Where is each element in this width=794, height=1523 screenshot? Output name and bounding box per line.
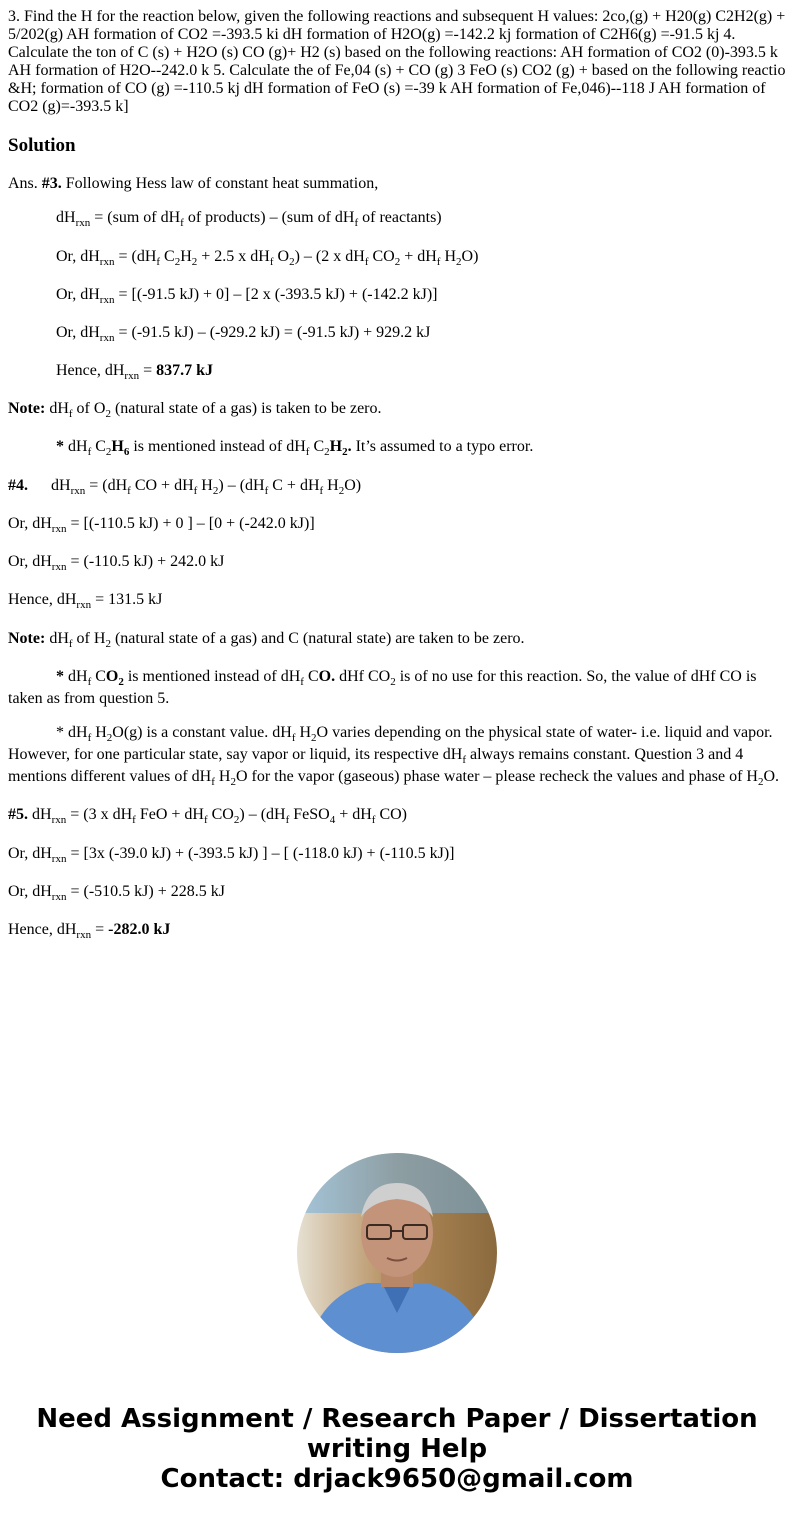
question-line: Calculate the ton of C (s) + H2O (s) CO (g)+ H2 (s) based on the following reactions: AH formation of CO2 (0)-393.5 k (8, 44, 778, 61)
solution-heading: Solution (8, 135, 76, 156)
equation-line: #4. $dH_{rxn} = (dH_f$ CO + $dH_f$ $H_2) - (dH_f$ $C + dH_f$ $H_2O$) (8, 477, 362, 497)
question-line: AH formation of H2O--242.0 k 5. Calculate the of Fe,04 (s) + CO (g) 3 FeO (s) CO2 (g) + based on the following reactio (8, 62, 786, 79)
promo-line: writing Help (306, 1434, 488, 1464)
result-line: Hence, $dH_{rxn} = -282.0$ kJ (8, 921, 171, 941)
ans-text: Following Hess law of constant heat summation, (61, 175, 379, 192)
result-line: Hence, $dH_{rxn} = 837.7$ kJ (56, 362, 214, 382)
author-avatar (297, 1153, 497, 1353)
result-value: -282.0 kJ (108, 921, 171, 938)
note-line: Note: $dH_f$ of $H_2$ (natural state of a gas) and C (natural state) are taken to be zero. (8, 630, 525, 650)
contact-email: Contact: drjack9650@gmail.com (160, 1464, 634, 1494)
equation-line: #5. $dH_{rxn} = (3$ x $dH_f$ FeO + $dH_f$ $CO_2) - (dH_f$ FeSO$_4$ + $dH_f$ CO) (8, 806, 408, 826)
person-photo-icon (297, 1153, 497, 1353)
answer-intro (8, 173, 378, 195)
promo-footer (0, 1404, 794, 1494)
question-line: &H; formation of CO (g) =-110.5 kj dH formation of FeO (s) =-39 k AH formation of Fe,046)--118 J AH formation of (8, 80, 766, 97)
note-paragraph: * $dH_f$ $CO_2$ is mentioned instead of $dH_f$ CO. dHf $CO_2$ is of no use for this reaction. So, the value of dHf CO is taken as from question 5. (8, 668, 757, 707)
result-line: Hence, $dH_{rxn} = 131.5$ kJ (8, 591, 163, 611)
result-value: 837.7 kJ (156, 362, 214, 379)
question-line: 5/202(g) AH formation of CO2 =-393.5 ki dH formation of H2O(g) =-142.2 kj formation of C2H6(g) =-91.5 kj 4. (8, 26, 736, 43)
equation-line: Or, $dH_{rxn} = [(-91.5$ kJ) + 0] – [2 x (-393.5 kJ) + (-142.2 kJ)] (56, 286, 438, 306)
promo-line: Need Assignment / Research Paper / Dissertation (36, 1404, 758, 1434)
ans-prefix: Ans. (8, 175, 42, 192)
question-number: #5. (8, 806, 28, 823)
equation-line: Or, $dH_{rxn} = (-110.5$ kJ) + 242.0 kJ (8, 553, 225, 573)
question-line: 3. Find the H for the reaction below, given the following reactions and subsequent H values: 2co,(g) + H20(g) C2H2(g) + (8, 8, 786, 25)
result-value: = 131.5 kJ (91, 591, 163, 608)
equation-line: Or, $dH_{rxn} = [(-110.5$ kJ) + 0 ] – [0 + (-242.0 kJ)] (8, 515, 315, 535)
question-number: #4. (8, 477, 28, 494)
note-line: Note: $dH_f$ of $O_2$ (natural state of a gas) is taken to be zero. (8, 400, 382, 420)
equation-line: Or, $dH_{rxn} = (dH_f$ $C_2H_2 + 2.5$ x $dH_f$ $O_2) - (2$ x $dH_f$ $CO_2 + dH_f$ $H_2O$) (56, 248, 479, 268)
note-label: Note: (8, 400, 46, 417)
equation-line: $dH_{rxn} = (sum$ of $dH_f$ of products) – (sum of $dH_f$ of reactants) (56, 209, 442, 229)
question-text (8, 8, 794, 116)
note-paragraph: * $dH_f$ $H_2O(g)$ is a constant value. $dH_f$ $H_2O$ varies depending on the physical state of water- i.e. liquid and vapor. However, for one particular state, say vapor or liquid, its respective $dH_f$ always remains constant. Question 3 and 4 mentions different values of $dH_f$ $H_2O$ for the vapor (gaseous) phase water – please recheck the values and phase of $H_2O$. (8, 724, 780, 788)
equation-line: Or, $dH_{rxn} = [3x$ (-39.0 kJ) + (-393.5 kJ) ] – [ (-118.0 kJ) + (-110.5 kJ)] (8, 845, 455, 865)
question-line: CO2 (g)=-393.5 k] (8, 98, 129, 115)
note-line: * $dH_f$ $C_2H_6$ is mentioned instead of $dH_f$ $C_2H_2$. It’s assumed to a typo error. (56, 438, 534, 458)
ans-number: #3. (41, 175, 62, 192)
equation-line: Or, $dH_{rxn} = (-510.5$ kJ) + 228.5 kJ (8, 883, 225, 903)
equation-line: Or, $dH_{rxn} = (-91.5$ kJ) – (-929.2 kJ) = (-91.5 kJ) + 929.2 kJ (56, 324, 431, 344)
